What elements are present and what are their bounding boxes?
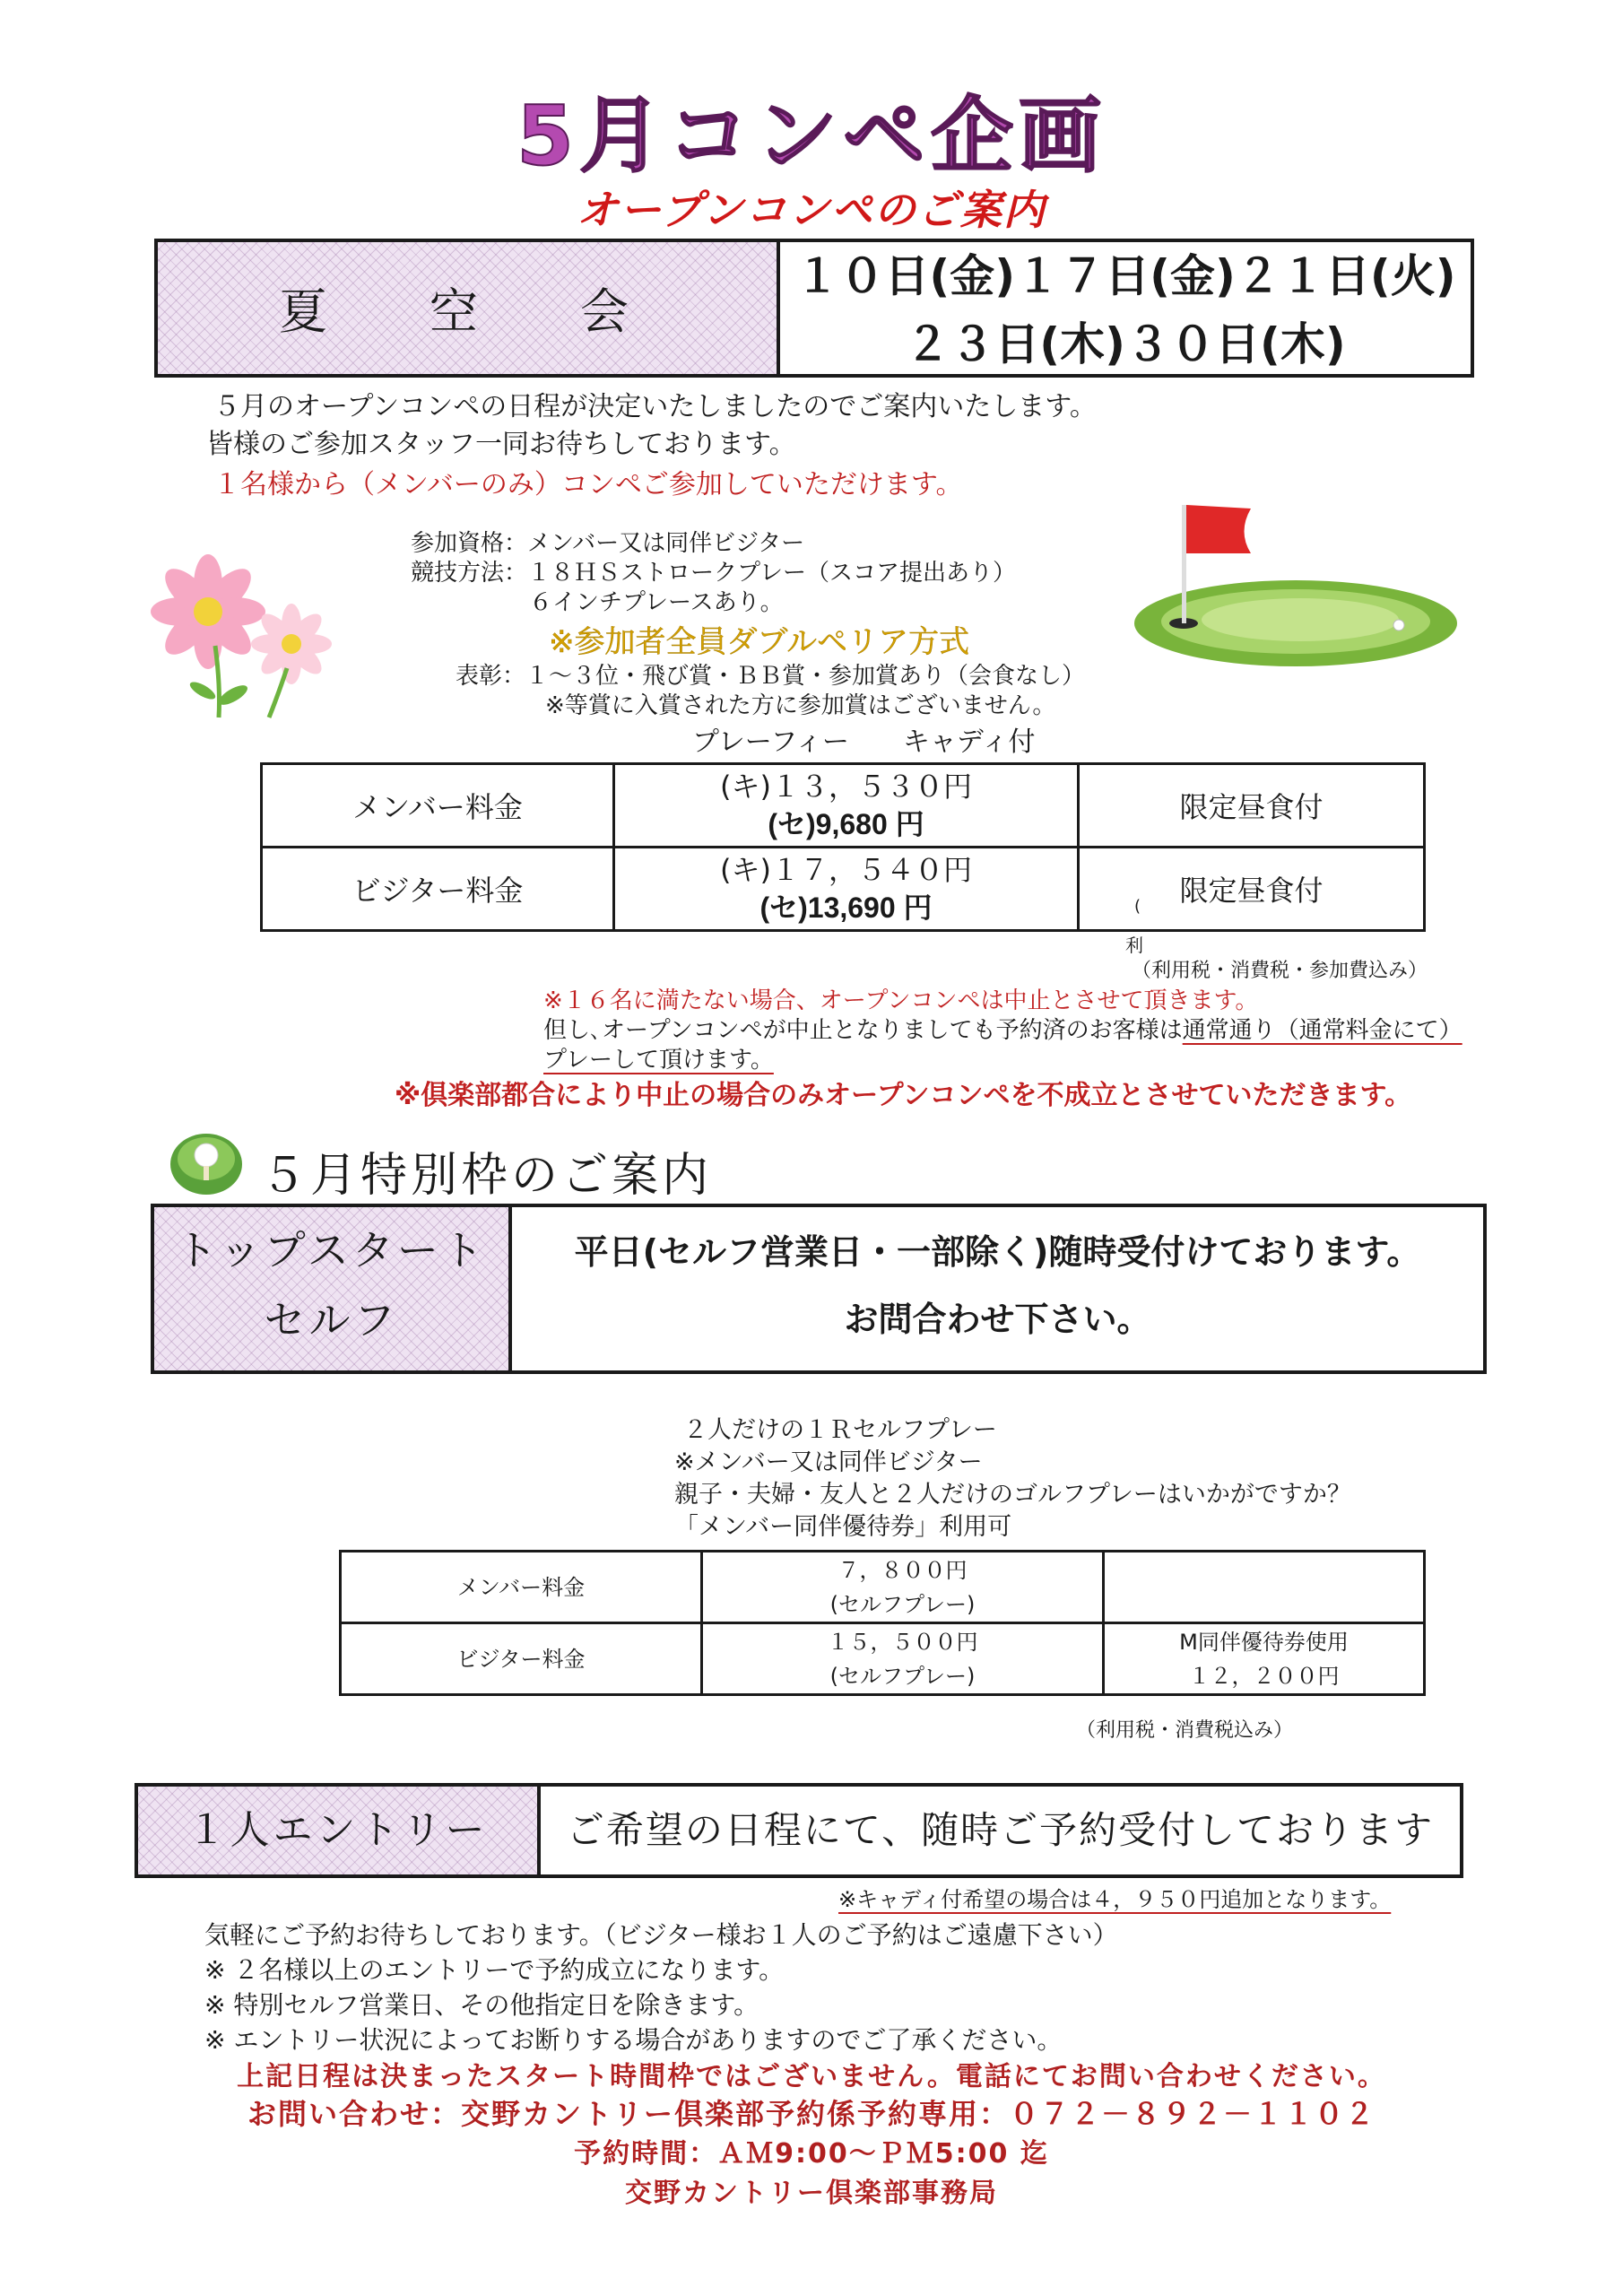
self-price-member-sub: (セルフプレー) xyxy=(829,1591,976,1617)
fee-price-visitor xyxy=(614,848,1079,931)
double-peria-note: ※参加者全員ダブルペリア方式 xyxy=(549,624,970,660)
solo-line2: ※ ２名様以上のエントリーで予約成立になります。 xyxy=(204,1955,785,1985)
notice-proviso xyxy=(543,1012,1462,1045)
golf-green-illustration xyxy=(1130,489,1462,668)
flowers-illustration xyxy=(143,538,341,726)
self-price-member xyxy=(702,1552,1104,1623)
method-line2: ６インチプレースあり。 xyxy=(529,589,784,616)
intro-line3: １名様から（メンバーのみ）コンペご参加していただけます。 xyxy=(213,469,963,500)
solo-box xyxy=(135,1783,1463,1878)
stray-char: 利 xyxy=(1125,935,1143,956)
event-dates-line1: １０日(金)１７日(金)２１日(火) xyxy=(794,250,1456,302)
special-label-line2: セルフ xyxy=(264,1296,399,1344)
event-dates-line2: ２３日(木)３０日(木) xyxy=(905,318,1346,370)
fee-label-visitor: ビジター料金 xyxy=(262,848,614,931)
event-name: 夏 空 会 xyxy=(158,242,780,374)
self-note-member xyxy=(1104,1552,1425,1623)
intro-line2: 皆様のご参加スタッフ一同お待ちしております。 xyxy=(206,429,796,460)
notice-proviso-b: 通常通り（通常料金にて） xyxy=(1182,1017,1462,1044)
fee-label-member: メンバー料金 xyxy=(262,764,614,848)
self-tax-note: （利用税・消費税込み） xyxy=(1076,1719,1294,1742)
caddy-note: ※キャディ付希望の場合は４，９５０円追加となります。 xyxy=(838,1887,1392,1912)
self-desc4: 「メンバー同伴優待券」利用可 xyxy=(674,1513,1012,1541)
fee-note-visitor: 限定昼食付 xyxy=(1079,848,1425,931)
notice-proviso-a: 但し､オープンコンペが中止となりましても予約済のお客様は xyxy=(543,1017,1183,1044)
fee-price-member xyxy=(614,764,1079,848)
special-text xyxy=(512,1207,1483,1370)
self-price-visitor-value: １５，５００円 xyxy=(827,1629,978,1655)
fee-table xyxy=(260,762,1426,932)
fee-price-member-self: (セ)9,680 円 xyxy=(768,808,924,840)
fee-header: プレーフィー キャディ付 xyxy=(692,726,1036,758)
event-dates xyxy=(780,242,1471,374)
footer-line1: 上記日程は決まったスタート時間枠ではございません。電話にてお問い合わせください。 xyxy=(237,2061,1386,2092)
intro-line1: ５月のオープンコンペの日程が決定いたしましたのでご案内いたします。 xyxy=(213,391,1097,422)
notice-club: ※倶楽部都合により中止の場合のみオープンコンペを不成立とさせていただきます。 xyxy=(395,1080,1412,1111)
table-row xyxy=(262,848,1425,931)
self-note-visitor-line2: １２，２００円 xyxy=(1188,1663,1340,1689)
footer-hours: 予約時間：ＡＭ9:00～ＰＭ5:00 迄 xyxy=(574,2138,1049,2170)
self-desc2: ※メンバー又は同伴ビジター xyxy=(674,1448,983,1476)
page-subtitle: オープンコンペのご案内 xyxy=(577,186,1046,234)
special-box xyxy=(151,1204,1487,1374)
special-label xyxy=(154,1207,512,1370)
self-note-visitor xyxy=(1104,1623,1425,1695)
solo-line3: ※ 特別セルフ営業日、その他指定日を除きます。 xyxy=(204,1990,759,2020)
self-price-visitor-sub: (セルフプレー) xyxy=(829,1663,976,1689)
solo-line1: 気軽にご予約お待ちしております。（ビジター様お１人のご予約はご遠慮下さい） xyxy=(204,1920,1118,1950)
notice-play: プレーして頂けます。 xyxy=(543,1047,774,1074)
special-heading: ５月特別枠のご案内 xyxy=(260,1149,713,1203)
event-box xyxy=(154,239,1474,378)
stray-paren: ( xyxy=(1134,897,1141,916)
awards: 表彰：１～３位・飛び賞・ＢＢ賞・参加賞あり（会食なし） xyxy=(456,663,1086,690)
special-text-line2: お問合わせ下さい。 xyxy=(844,1300,1151,1339)
special-label-line1: トップスタート xyxy=(176,1226,487,1274)
footer-contact: お問い合わせ：交野カントリー倶楽部予約係予約専用：０７２－８９２－１１０２ xyxy=(247,2097,1376,2131)
solo-label: １人エントリー xyxy=(138,1787,541,1874)
fee-note-member: 限定昼食付 xyxy=(1079,764,1425,848)
table-row xyxy=(341,1623,1425,1695)
self-price-visitor xyxy=(702,1623,1104,1695)
self-fee-table xyxy=(339,1550,1426,1696)
self-label-visitor: ビジター料金 xyxy=(341,1623,702,1695)
self-price-member-value: ７，８００円 xyxy=(838,1557,968,1583)
self-desc3: 親子・夫婦・友人と２人だけのゴルフプレーはいかがですか？ xyxy=(674,1481,1351,1509)
solo-line4: ※ エントリー状況によってお断りする場合がありますのでご了承ください。 xyxy=(204,2025,1063,2055)
notice-cancel: ※１６名に満たない場合、オープンコンペは中止とさせて頂きます。 xyxy=(543,987,1259,1014)
awards-note: ※等賞に入賞された方に参加賞はございません。 xyxy=(545,692,1056,719)
page-title: 5月コンペ企画 xyxy=(516,88,1107,184)
footer-office: 交野カントリー倶楽部事務局 xyxy=(625,2178,998,2209)
fee-tax-note: （利用税・消費税・参加費込み） xyxy=(1132,960,1428,982)
self-note-visitor-line1: M同伴優待券使用 xyxy=(1179,1629,1349,1655)
special-text-line1: 平日(セルフ営業日・一部除く)随時受付けております。 xyxy=(574,1232,1421,1272)
table-row xyxy=(341,1552,1425,1623)
fee-price-visitor-caddy: (キ)１７，５４０円 xyxy=(720,853,972,887)
fee-price-visitor-self: (セ)13,690 円 xyxy=(759,891,933,924)
eligibility: 参加資格：メンバー又は同伴ビジター xyxy=(411,530,805,557)
fee-price-member-caddy: (キ)１３，５３０円 xyxy=(720,770,972,804)
table-row xyxy=(262,764,1425,848)
solo-text: ご希望の日程にて、随時ご予約受付しております xyxy=(566,1808,1435,1852)
method-line1: 競技方法：１８ＨＳストロークプレー（スコア提出あり） xyxy=(411,560,1016,587)
self-label-member: メンバー料金 xyxy=(341,1552,702,1623)
self-desc1: ２人だけの１Ｒセルフプレー xyxy=(683,1416,997,1444)
golf-ball-icon xyxy=(169,1132,244,1196)
